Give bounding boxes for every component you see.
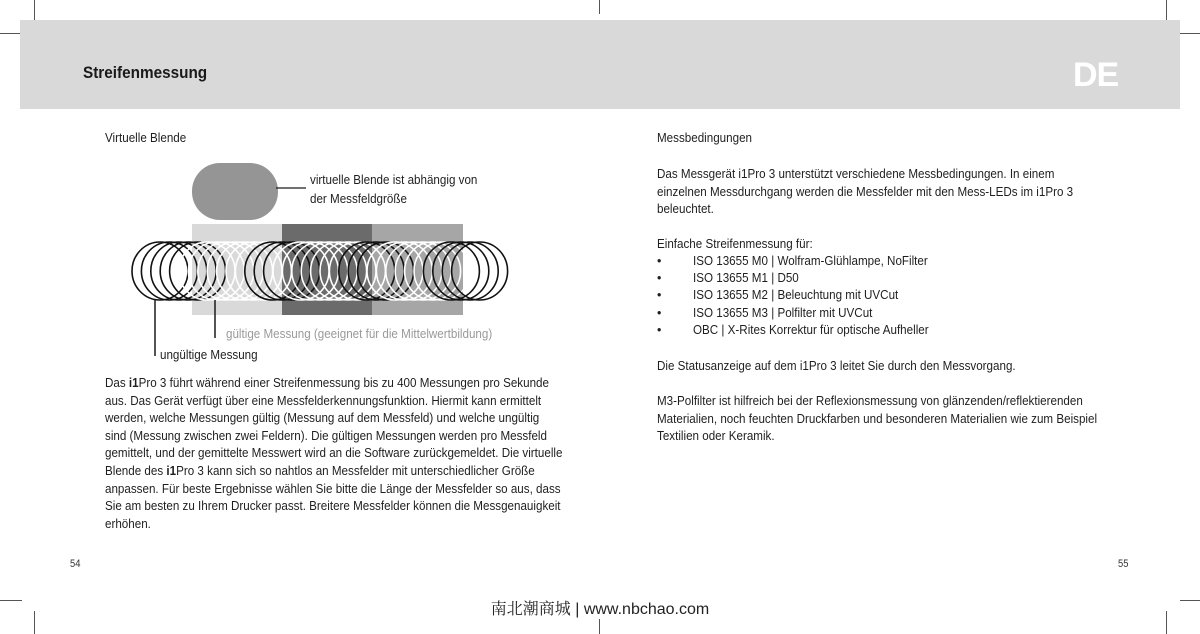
invalid-measurement-label: ungültige Messung [160, 348, 258, 362]
para-line: werden, welche Messungen gültig (Messung auf dem Messfeld) und welche ungültig [105, 411, 540, 426]
valid-measurement-circle [376, 242, 432, 300]
bullet-icon: • [657, 305, 662, 320]
bullet-icon: • [657, 322, 662, 337]
invalid-measurement-circle [170, 242, 226, 300]
valid-measurement-circle [198, 242, 254, 300]
intro-paragraph: Das Messgerät i1Pro 3 unterstützt verschiedene Messbedingungen. In einem einzelnen Messdurchgang werden die Messfelder mit den Mess-LEDs im i1Pro 3 beleuchtet. [657, 167, 1074, 217]
valid-measurement-circle [311, 242, 367, 300]
para-line: erhöhen. [105, 516, 151, 531]
valid-measurement-circle [235, 242, 291, 300]
aperture-shape [192, 163, 278, 220]
valid-measurement-circle [395, 242, 451, 300]
invalid-measurement-circle [348, 242, 404, 300]
crop-mark-top-center [599, 0, 600, 14]
patch-dark [282, 224, 372, 315]
valid-measurement-circle [179, 242, 235, 300]
valid-measurement-circle [301, 242, 357, 300]
patch-mid [372, 224, 463, 315]
invalid-measurement-circle [423, 242, 479, 300]
bullet-icon: • [657, 288, 662, 303]
aperture-label-line-2: der Messfeldgröße [310, 192, 407, 206]
invalid-measurement-circle [339, 242, 395, 300]
aperture-label-line-1: virtuelle Blende ist abhängig von [310, 173, 478, 187]
patch-light [192, 224, 282, 315]
valid-measurement-circle [188, 242, 244, 300]
bullet-icon: • [657, 271, 662, 286]
valid-measurement-circle [226, 242, 282, 300]
valid-measurement-circle [367, 242, 423, 300]
para-line: Blende des i1Pro 3 kann sich so nahtlos an Messfelder mit unterschiedlicher Größe [105, 463, 535, 478]
para-line: anpassen. Für beste Ergebnisse wählen Sie bitte die Länge der Messfelder so aus, dass [105, 481, 561, 496]
valid-measurement-circle [273, 242, 329, 300]
valid-measurement-circle [292, 242, 348, 300]
language-badge: DE [1073, 56, 1119, 94]
crop-mark-top-right-h [1180, 33, 1200, 34]
measurement-circles [132, 242, 508, 300]
valid-measurement-circle [320, 242, 376, 300]
valid-measurement-circle [217, 242, 273, 300]
right-subheading: Messbedingungen [657, 131, 753, 145]
invalid-measurement-circle [433, 242, 489, 300]
valid-measurement-label: gültige Messung (geeignet für die Mittelwertbildung) [226, 327, 493, 341]
bullet-icon: • [657, 254, 662, 268]
invalid-measurement-circle [264, 242, 320, 300]
para-line: Sie am besten zu Ihrem Drucker passt. Breitere Messfelder können die Messgenauigkeit [105, 499, 561, 514]
crop-mark-top-right-v [1166, 0, 1167, 22]
invalid-measurement-circle [132, 242, 188, 300]
invalid-measurement-circle [442, 242, 498, 300]
crop-mark-top-left-v [34, 0, 35, 20]
valid-measurement-circle [329, 242, 385, 300]
list-heading: Einfache Streifenmessung für: [657, 237, 813, 251]
valid-measurement-circle [414, 242, 470, 300]
crop-mark-top-left-h [0, 33, 20, 34]
left-body-paragraph [105, 375, 562, 533]
crop-mark-bottom-center [599, 619, 600, 634]
page-number-right: 55 [1118, 558, 1129, 570]
para-line: aus. Das Gerät verfügt über eine Messfelderkennungsfunktion. Hiermit kann ermittelt [105, 393, 542, 408]
para-line: sind (Messung zwischen zwei Feldern). Die gültigen Messungen werden pro Messfeld [105, 428, 547, 443]
invalid-measurement-circle [452, 242, 508, 300]
invalid-measurement-circle [151, 242, 207, 300]
invalid-measurement-circle [141, 242, 197, 300]
invalid-measurement-circle [254, 242, 310, 300]
valid-measurement-circle [207, 242, 263, 300]
invalid-measurement-circle [245, 242, 301, 300]
status-paragraph: Die Statusanzeige auf dem i1Pro 3 leitet Sie durch den Messvorgang. [657, 359, 1016, 373]
section-title: Streifenmessung [83, 63, 208, 82]
page-number-left: 54 [70, 558, 81, 570]
para-line: Das i1Pro 3 führt während einer Streifenmessung bis zu 400 Messungen pro Sekunde [105, 376, 549, 390]
watermark: 南北潮商城 | www.nbchao.com [490, 601, 710, 618]
left-subheading: Virtuelle Blende [105, 131, 187, 145]
invalid-measurement-circle [160, 242, 216, 300]
valid-measurement-circle [282, 242, 338, 300]
valid-measurement-circle [386, 242, 442, 300]
invalid-measurement-circle [358, 242, 414, 300]
valid-measurement-circle [405, 242, 461, 300]
m3-paragraph: M3-Polfilter ist hilfreich bei der Reflexionsmessung von glänzenden/reflektierenden Materialien, noch feuchten Druckfarben und besonderen Materialien wie zum Beispiel Textilien oder Keramik. [657, 394, 1098, 444]
para-line: gemittelt, und der gemittelte Messwert wird an die Software zurückgemeldet. Die virtuelle [105, 446, 563, 461]
